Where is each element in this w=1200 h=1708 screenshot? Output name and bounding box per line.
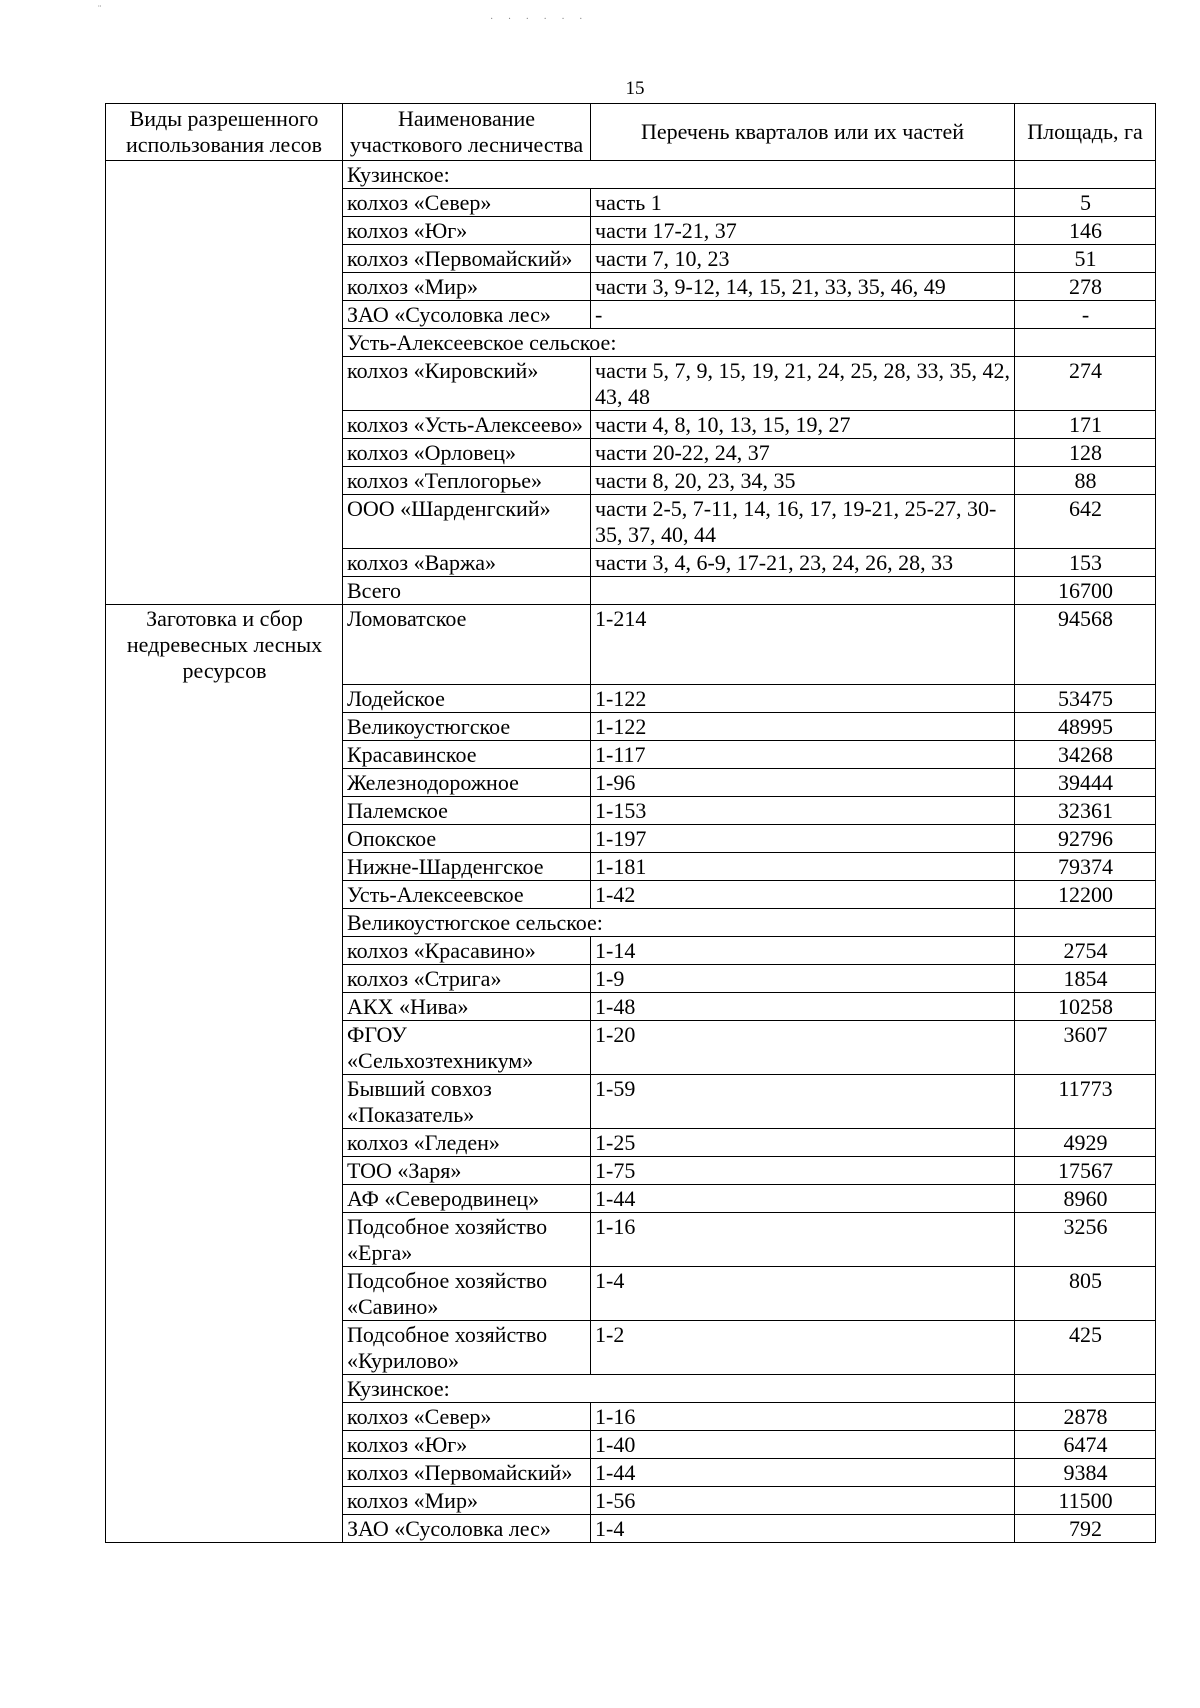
forestry-name-cell: колхоз «Гледен» bbox=[343, 1128, 591, 1156]
table-row bbox=[106, 852, 1156, 880]
forestry-name-cell: АФ «Северодвинец» bbox=[343, 1184, 591, 1212]
scan-artifact-dots: · · · · · · bbox=[490, 14, 589, 25]
forestry-name-cell: ТОО «Заря» bbox=[343, 1156, 591, 1184]
quarters-cell: 1-48 bbox=[591, 992, 1015, 1020]
table-row bbox=[106, 495, 1156, 549]
forestry-name-cell: Лодейское bbox=[343, 684, 591, 712]
use-type-cell-continued bbox=[106, 684, 343, 712]
table-row bbox=[106, 1266, 1156, 1320]
forestry-name-cell: колхоз «Теплогорье» bbox=[343, 467, 591, 495]
use-type-cell-continued bbox=[106, 549, 343, 577]
forestry-name-cell: колхоз «Первомайский» bbox=[343, 245, 591, 273]
use-type-cell-continued bbox=[106, 1074, 343, 1128]
quarters-cell: 1-197 bbox=[591, 824, 1015, 852]
forestry-name-cell: Всего bbox=[343, 577, 591, 605]
area-cell: 2754 bbox=[1015, 936, 1156, 964]
quarters-cell: 1-9 bbox=[591, 964, 1015, 992]
area-cell: 3256 bbox=[1015, 1212, 1156, 1266]
quarters-cell: части 8, 20, 23, 34, 35 bbox=[591, 467, 1015, 495]
forestry-name-cell: Ломоватское bbox=[343, 605, 591, 685]
quarters-cell: части 4, 8, 10, 13, 15, 19, 27 bbox=[591, 411, 1015, 439]
use-type-cell-continued bbox=[106, 1128, 343, 1156]
quarters-cell: части 7, 10, 23 bbox=[591, 245, 1015, 273]
use-type-cell-continued bbox=[106, 880, 343, 908]
forestry-name-cell: ООО «Шарденгский» bbox=[343, 495, 591, 549]
forestry-name-cell: Усть-Алексеевское bbox=[343, 880, 591, 908]
forestry-name-cell: Палемское bbox=[343, 796, 591, 824]
quarters-cell: части 5, 7, 9, 15, 19, 21, 24, 25, 28, 33, 35, 42, 43, 48 bbox=[591, 357, 1015, 411]
table-row bbox=[106, 1074, 1156, 1128]
use-type-cell-continued bbox=[106, 964, 343, 992]
quarters-cell: 1-117 bbox=[591, 740, 1015, 768]
table-row bbox=[106, 245, 1156, 273]
forestry-name-cell: колхоз «Стрига» bbox=[343, 964, 591, 992]
group-name-cell: Кузинское: bbox=[343, 1374, 1015, 1402]
forestry-name-cell: Красавинское bbox=[343, 740, 591, 768]
forestry-name-cell: Подсобное хозяйство «Ерга» bbox=[343, 1212, 591, 1266]
forestry-name-cell: Подсобное хозяйство «Савино» bbox=[343, 1266, 591, 1320]
quarters-cell: части 3, 4, 6-9, 17-21, 23, 24, 26, 28, 33 bbox=[591, 549, 1015, 577]
quarters-cell: 1-40 bbox=[591, 1430, 1015, 1458]
quarters-cell: 1-14 bbox=[591, 936, 1015, 964]
table-header-row bbox=[106, 104, 1156, 161]
table-row bbox=[106, 301, 1156, 329]
quarters-cell: 1-2 bbox=[591, 1320, 1015, 1374]
table-row bbox=[106, 549, 1156, 577]
table-row bbox=[106, 824, 1156, 852]
use-type-cell-continued bbox=[106, 936, 343, 964]
quarters-cell: 1-4 bbox=[591, 1266, 1015, 1320]
area-cell bbox=[1015, 908, 1156, 936]
forestry-name-cell: ФГОУ «Сельхозтехникум» bbox=[343, 1020, 591, 1074]
use-type-cell-continued bbox=[106, 740, 343, 768]
area-cell: 88 bbox=[1015, 467, 1156, 495]
area-cell: 2878 bbox=[1015, 1402, 1156, 1430]
use-type-cell-continued bbox=[106, 1374, 343, 1402]
quarters-cell: части 20-22, 24, 37 bbox=[591, 439, 1015, 467]
use-type-cell-continued bbox=[106, 1486, 343, 1514]
forestry-name-cell: колхоз «Север» bbox=[343, 189, 591, 217]
forestry-name-cell: Нижне-Шарденгское bbox=[343, 852, 591, 880]
table-row bbox=[106, 467, 1156, 495]
quarters-cell: 1-4 bbox=[591, 1514, 1015, 1542]
forestry-name-cell: колхоз «Мир» bbox=[343, 273, 591, 301]
quarters-cell bbox=[591, 577, 1015, 605]
forest-use-table bbox=[105, 103, 1156, 1543]
table-row bbox=[106, 1156, 1156, 1184]
forestry-name-cell: колхоз «Первомайский» bbox=[343, 1458, 591, 1486]
area-cell: 79374 bbox=[1015, 852, 1156, 880]
scan-artifact: ¨ bbox=[98, 4, 102, 15]
use-type-cell bbox=[106, 161, 343, 189]
use-type-cell-continued bbox=[106, 852, 343, 880]
use-type-cell-continued bbox=[106, 467, 343, 495]
table-row bbox=[106, 189, 1156, 217]
area-cell: 32361 bbox=[1015, 796, 1156, 824]
area-cell: 16700 bbox=[1015, 577, 1156, 605]
table-row bbox=[106, 273, 1156, 301]
page-number: 15 bbox=[625, 78, 645, 99]
forestry-name-cell: Железнодорожное bbox=[343, 768, 591, 796]
group-row bbox=[106, 1374, 1156, 1402]
use-type-cell-continued bbox=[106, 189, 343, 217]
group-name-cell: Кузинское: bbox=[343, 161, 1015, 189]
forestry-name-cell: колхоз «Юг» bbox=[343, 217, 591, 245]
area-cell: 10258 bbox=[1015, 992, 1156, 1020]
use-type-cell-continued bbox=[106, 301, 343, 329]
table-row bbox=[106, 992, 1156, 1020]
area-cell: 9384 bbox=[1015, 1458, 1156, 1486]
table-row bbox=[106, 439, 1156, 467]
use-type-cell-continued bbox=[106, 1514, 343, 1542]
quarters-cell: 1-153 bbox=[591, 796, 1015, 824]
table-row bbox=[106, 357, 1156, 411]
forestry-name-cell: колхоз «Усть-Алексеево» bbox=[343, 411, 591, 439]
header-area: Площадь, га bbox=[1015, 104, 1156, 161]
forestry-name-cell: колхоз «Север» bbox=[343, 1402, 591, 1430]
quarters-cell: 1-122 bbox=[591, 712, 1015, 740]
area-cell: 171 bbox=[1015, 411, 1156, 439]
forestry-name-cell: колхоз «Орловец» bbox=[343, 439, 591, 467]
table-body bbox=[106, 161, 1156, 1543]
area-cell: 51 bbox=[1015, 245, 1156, 273]
header-use-type: Виды разрешенного использования лесов bbox=[106, 104, 343, 161]
table-row bbox=[106, 217, 1156, 245]
table-row bbox=[106, 411, 1156, 439]
area-cell: 17567 bbox=[1015, 1156, 1156, 1184]
forestry-name-cell: колхоз «Юг» bbox=[343, 1430, 591, 1458]
table-row bbox=[106, 1020, 1156, 1074]
use-type-cell-continued bbox=[106, 1266, 343, 1320]
forestry-name-cell: ЗАО «Сусоловка лес» bbox=[343, 1514, 591, 1542]
area-cell: 39444 bbox=[1015, 768, 1156, 796]
use-type-cell-continued bbox=[106, 411, 343, 439]
quarters-cell: 1-42 bbox=[591, 880, 1015, 908]
area-cell: 642 bbox=[1015, 495, 1156, 549]
table-row bbox=[106, 1430, 1156, 1458]
use-type-cell-continued bbox=[106, 329, 343, 357]
table-row bbox=[106, 605, 1156, 685]
area-cell: - bbox=[1015, 301, 1156, 329]
area-cell: 8960 bbox=[1015, 1184, 1156, 1212]
forestry-name-cell: колхоз «Кировский» bbox=[343, 357, 591, 411]
table-row bbox=[106, 1402, 1156, 1430]
forestry-name-cell: Опокское bbox=[343, 824, 591, 852]
quarters-cell: - bbox=[591, 301, 1015, 329]
area-cell bbox=[1015, 1374, 1156, 1402]
area-cell bbox=[1015, 329, 1156, 357]
quarters-cell: 1-16 bbox=[591, 1212, 1015, 1266]
use-type-cell-continued bbox=[106, 712, 343, 740]
table-row bbox=[106, 880, 1156, 908]
quarters-cell: 1-59 bbox=[591, 1074, 1015, 1128]
table-row bbox=[106, 768, 1156, 796]
area-cell: 805 bbox=[1015, 1266, 1156, 1320]
use-type-cell-continued bbox=[106, 577, 343, 605]
table-row bbox=[106, 964, 1156, 992]
area-cell: 94568 bbox=[1015, 605, 1156, 685]
group-name-cell: Великоустюгское сельское: bbox=[343, 908, 1015, 936]
quarters-cell: 1-16 bbox=[591, 1402, 1015, 1430]
use-type-cell-continued bbox=[106, 768, 343, 796]
table-row bbox=[106, 740, 1156, 768]
header-forestry-name: Наименование участкового лесничества bbox=[343, 104, 591, 161]
use-type-cell-continued bbox=[106, 796, 343, 824]
group-row bbox=[106, 161, 1156, 189]
quarters-cell: части 2-5, 7-11, 14, 16, 17, 19-21, 25-27, 30-35, 37, 40, 44 bbox=[591, 495, 1015, 549]
area-cell: 11500 bbox=[1015, 1486, 1156, 1514]
use-type-cell-continued bbox=[106, 439, 343, 467]
forestry-name-cell: Бывший совхоз «Показатель» bbox=[343, 1074, 591, 1128]
area-cell: 92796 bbox=[1015, 824, 1156, 852]
table-row bbox=[106, 1320, 1156, 1374]
group-row bbox=[106, 908, 1156, 936]
area-cell: 34268 bbox=[1015, 740, 1156, 768]
area-cell: 3607 bbox=[1015, 1020, 1156, 1074]
table-row bbox=[106, 712, 1156, 740]
table-row bbox=[106, 796, 1156, 824]
use-type-cell-continued bbox=[106, 992, 343, 1020]
use-type-cell-continued bbox=[106, 908, 343, 936]
use-type-cell-continued bbox=[106, 495, 343, 549]
use-type-cell-continued bbox=[106, 1402, 343, 1430]
area-cell: 425 bbox=[1015, 1320, 1156, 1374]
forestry-name-cell: Подсобное хозяйство «Курилово» bbox=[343, 1320, 591, 1374]
area-cell bbox=[1015, 161, 1156, 189]
table-row bbox=[106, 1458, 1156, 1486]
use-type-cell: Заготовка и сбор недревесных лесных ресурсов bbox=[106, 605, 343, 685]
area-cell: 278 bbox=[1015, 273, 1156, 301]
table-row bbox=[106, 1212, 1156, 1266]
table-row bbox=[106, 577, 1156, 605]
area-cell: 48995 bbox=[1015, 712, 1156, 740]
use-type-cell-continued bbox=[106, 1184, 343, 1212]
area-cell: 6474 bbox=[1015, 1430, 1156, 1458]
use-type-cell-continued bbox=[106, 217, 343, 245]
table-row bbox=[106, 1184, 1156, 1212]
quarters-cell: 1-20 bbox=[591, 1020, 1015, 1074]
forestry-name-cell: ЗАО «Сусоловка лес» bbox=[343, 301, 591, 329]
area-cell: 128 bbox=[1015, 439, 1156, 467]
forestry-name-cell: Великоустюгское bbox=[343, 712, 591, 740]
quarters-cell: часть 1 bbox=[591, 189, 1015, 217]
area-cell: 53475 bbox=[1015, 684, 1156, 712]
quarters-cell: части 17-21, 37 bbox=[591, 217, 1015, 245]
table-row bbox=[106, 684, 1156, 712]
quarters-cell: части 3, 9-12, 14, 15, 21, 33, 35, 46, 49 bbox=[591, 273, 1015, 301]
area-cell: 11773 bbox=[1015, 1074, 1156, 1128]
table-row bbox=[106, 1128, 1156, 1156]
header-quarters: Перечень кварталов или их частей bbox=[591, 104, 1015, 161]
use-type-cell-continued bbox=[106, 1020, 343, 1074]
forest-use-table-container bbox=[105, 103, 1155, 1543]
group-name-cell: Усть-Алексеевское сельское: bbox=[343, 329, 1015, 357]
area-cell: 274 bbox=[1015, 357, 1156, 411]
area-cell: 5 bbox=[1015, 189, 1156, 217]
use-type-cell-continued bbox=[106, 1212, 343, 1266]
quarters-cell: 1-122 bbox=[591, 684, 1015, 712]
forestry-name-cell: колхоз «Мир» bbox=[343, 1486, 591, 1514]
quarters-cell: 1-214 bbox=[591, 605, 1015, 685]
use-type-cell-continued bbox=[106, 1458, 343, 1486]
use-type-cell-continued bbox=[106, 273, 343, 301]
quarters-cell: 1-25 bbox=[591, 1128, 1015, 1156]
table-row bbox=[106, 936, 1156, 964]
area-cell: 4929 bbox=[1015, 1128, 1156, 1156]
use-type-cell-continued bbox=[106, 824, 343, 852]
quarters-cell: 1-44 bbox=[591, 1184, 1015, 1212]
area-cell: 12200 bbox=[1015, 880, 1156, 908]
table-row bbox=[106, 1514, 1156, 1542]
quarters-cell: 1-96 bbox=[591, 768, 1015, 796]
use-type-cell-continued bbox=[106, 245, 343, 273]
use-type-cell-continued bbox=[106, 357, 343, 411]
forestry-name-cell: колхоз «Красавино» bbox=[343, 936, 591, 964]
use-type-cell-continued bbox=[106, 1320, 343, 1374]
table-row bbox=[106, 1486, 1156, 1514]
area-cell: 792 bbox=[1015, 1514, 1156, 1542]
use-type-cell-continued bbox=[106, 1430, 343, 1458]
quarters-cell: 1-75 bbox=[591, 1156, 1015, 1184]
use-type-cell-continued bbox=[106, 1156, 343, 1184]
area-cell: 153 bbox=[1015, 549, 1156, 577]
area-cell: 146 bbox=[1015, 217, 1156, 245]
quarters-cell: 1-56 bbox=[591, 1486, 1015, 1514]
forestry-name-cell: колхоз «Варжа» bbox=[343, 549, 591, 577]
quarters-cell: 1-44 bbox=[591, 1458, 1015, 1486]
group-row bbox=[106, 329, 1156, 357]
forestry-name-cell: АКХ «Нива» bbox=[343, 992, 591, 1020]
quarters-cell: 1-181 bbox=[591, 852, 1015, 880]
area-cell: 1854 bbox=[1015, 964, 1156, 992]
